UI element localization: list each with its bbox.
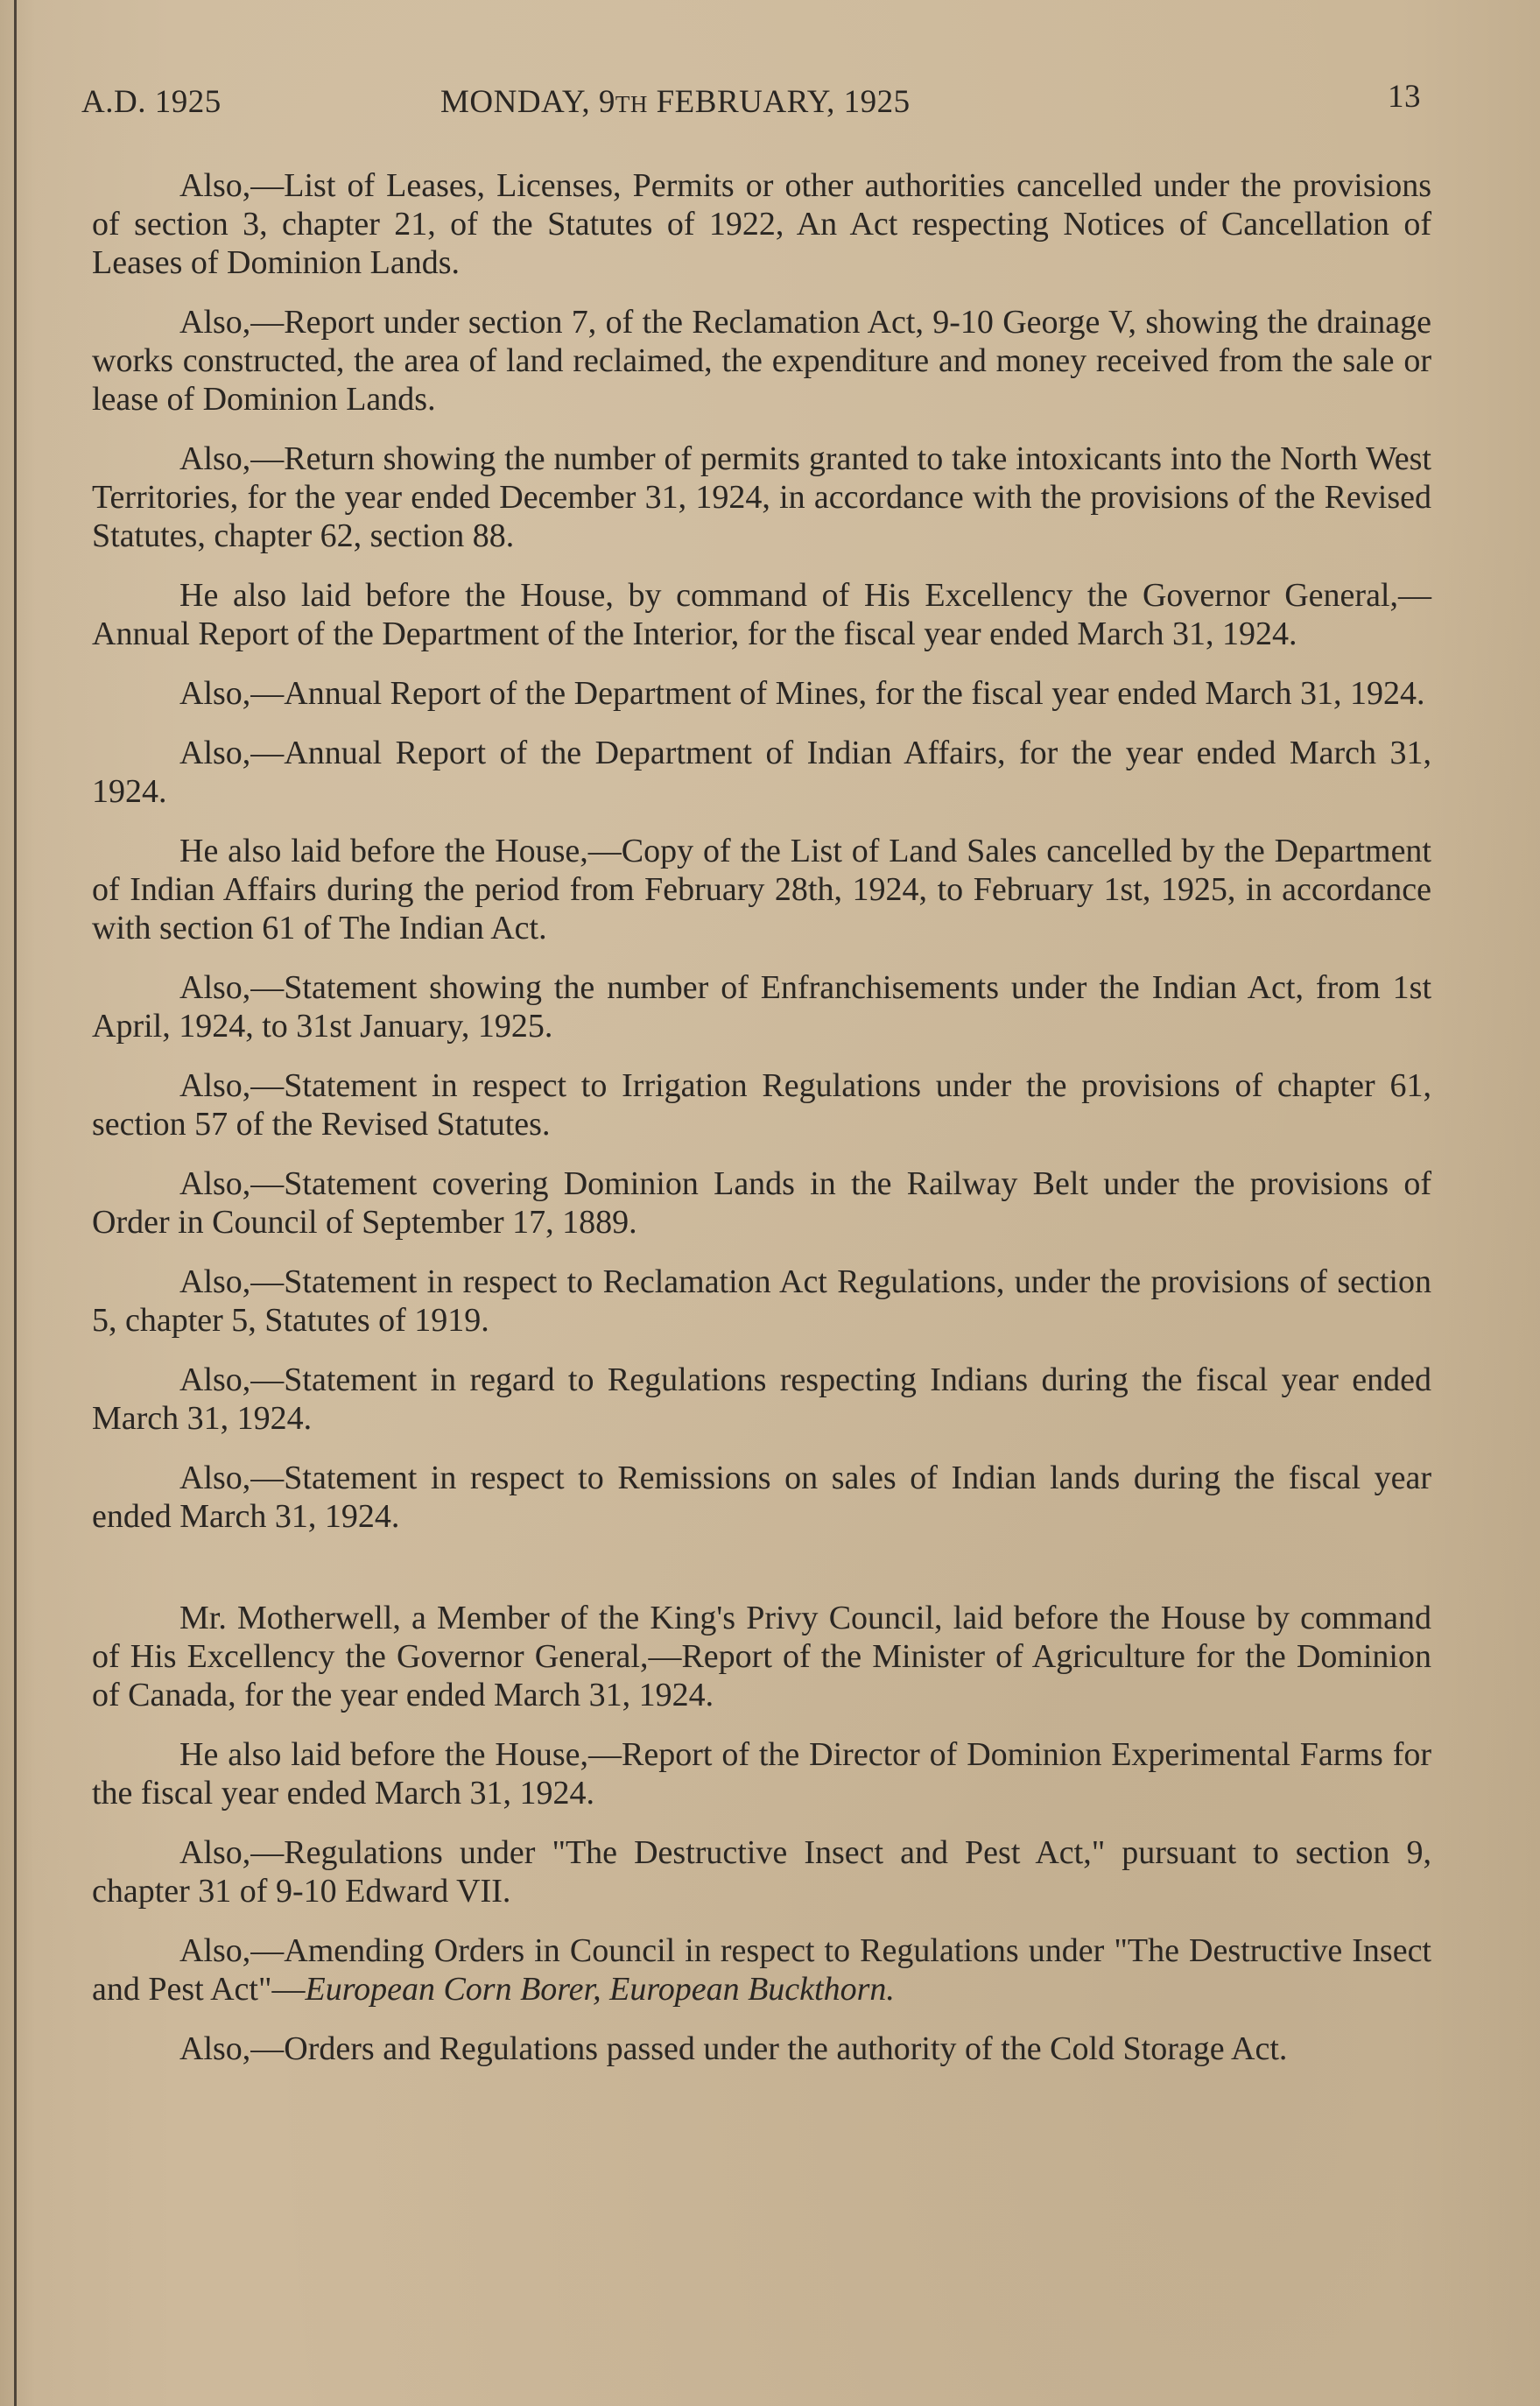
header-date-part-a: MONDAY, 9 xyxy=(440,84,615,120)
header-date-part-b: FEBRUARY, 1925 xyxy=(647,84,911,120)
paragraph-italic-text: European Corn Borer, European Buckthorn. xyxy=(305,1971,895,2008)
paragraph: Also,—Statement in regard to Regulations respecting Indians during the fiscal year ended March 31, 1924. xyxy=(92,1361,1431,1437)
paragraph: He also laid before the House,—Report of the Director of Dominion Experimental Farms for the fiscal year ended March 31, 1924. xyxy=(92,1736,1431,1812)
page-header xyxy=(81,79,1421,136)
paragraph: Also,—Return showing the number of permits granted to take intoxicants into the North West Territories, for the year ended December 31, 1924, in accordance with the provisions of the Revised Statutes, chapter 62, section 88. xyxy=(92,440,1431,554)
paragraph: Also,—Regulations under "The Destructive Insect and Pest Act," pursuant to section 9, chapter 31 of 9-10 Edward VII. xyxy=(92,1834,1431,1910)
header-date xyxy=(440,83,911,121)
paragraph: Also,—Statement in respect to Reclamation Act Regulations, under the provisions of section 5, chapter 5, Statutes of 1919. xyxy=(92,1263,1431,1339)
paragraph: Also,—Orders and Regulations passed under the authority of the Cold Storage Act. xyxy=(179,2030,1288,2067)
header-year: A.D. 1925 xyxy=(81,84,222,120)
paragraph: Also,—Statement covering Dominion Lands in the Railway Belt under the provisions of Order in Council of September 17, 1889. xyxy=(92,1165,1431,1241)
paragraph: Also,—Statement showing the number of Enfranchisements under the Indian Act, from 1st April, 1924, to 31st January, 1925. xyxy=(92,969,1431,1045)
paragraph: Mr. Motherwell, a Member of the King's Privy Council, laid before the House by command of His Excellency the Governor General,—Report of the Minister of Agriculture for the Dominion of Canada, for the year ended March 31, 1924. xyxy=(92,1600,1431,1713)
paragraph: He also laid before the House,—Copy of the List of Land Sales cancelled by the Department of Indian Affairs during the period from February 28th, 1924, to February 1st, 1925, in accordance with section 61 of The Indian Act. xyxy=(92,833,1431,946)
page-number: 13 xyxy=(1388,79,1421,115)
binding-edge xyxy=(14,0,17,2406)
paragraph: Also,—Annual Report of the Department of Indian Affairs, for the year ended March 31, 1924. xyxy=(92,735,1431,810)
header-date-suffix: TH xyxy=(615,91,648,117)
paragraph: He also laid before the House, by command of His Excellency the Governor General,—Annual Report of the Department of the Interior, for the fiscal year ended March 31, 1924. xyxy=(92,577,1431,652)
paragraph xyxy=(92,1931,1431,2009)
journal-body xyxy=(92,166,1431,2089)
paragraph: Also,—Statement in respect to Remissions on sales of Indian lands during the fiscal year ended March 31, 1924. xyxy=(92,1460,1431,1535)
paragraph: Also,—Annual Report of the Department of Mines, for the fiscal year ended March 31, 1924. xyxy=(179,675,1425,712)
paragraph: Also,—List of Leases, Licenses, Permits or other authorities cancelled under the provisions of section 3, chapter 21, of the Statutes of 1922, An Act respecting Notices of Cancellation of Leases of Dominion Lands. xyxy=(92,167,1431,281)
paragraph: Also,—Report under section 7, of the Reclamation Act, 9-10 George V, showing the drainage works constructed, the area of land reclaimed, the expenditure and money received from the sale or lease of Dominion Lands. xyxy=(92,304,1431,418)
paragraph: Also,—Statement in respect to Irrigation Regulations under the provisions of chapter 61, section 57 of the Revised Statutes. xyxy=(92,1067,1431,1143)
paragraph-text: Also,—Amending Orders in Council in respect to Regulations under "The Destructive Insect and Pest Act"— xyxy=(92,1932,1431,2008)
